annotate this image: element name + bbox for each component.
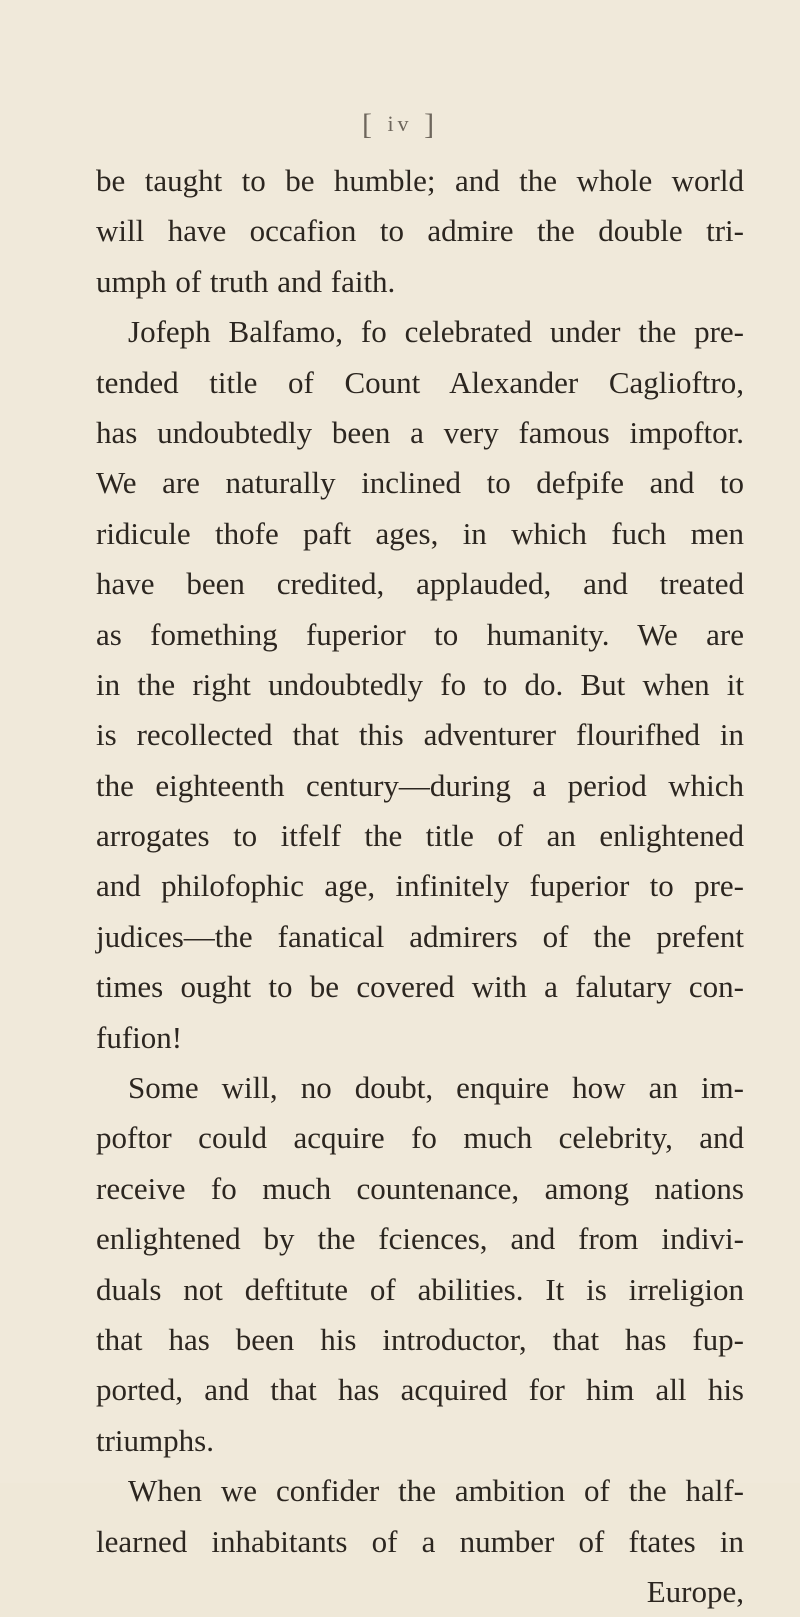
text-line: have been credited, applauded, and treated (96, 566, 744, 602)
text-line: poftor could acquire fo much celebrity, and (96, 1120, 744, 1156)
text-line: When we confider the ambition of the half- (128, 1473, 744, 1509)
text-line: is recollected that this adventurer flourifhed in (96, 717, 744, 753)
text-line: duals not deftitute of abilities. It is irreligion (96, 1271, 744, 1307)
text-line: triumphs. (96, 1422, 214, 1458)
text-line: Some will, no doubt, enquire how an im- (128, 1070, 744, 1106)
text-line: will have occafion to admire the double tri- (96, 213, 744, 249)
text-line: ported, and that has acquired for him all his (96, 1372, 744, 1408)
text-line: Jofeph Balfamo, fo celebrated under the pre- (128, 314, 744, 350)
text-line: learned inhabitants of a number of ftates in (96, 1523, 744, 1559)
body-text (96, 156, 744, 1617)
bracket-open: [ (361, 108, 376, 141)
text-line: the eighteenth century—during a period which (96, 767, 744, 803)
catchword: Europe, (646, 1573, 744, 1609)
text-line: be taught to be humble; and the whole world (96, 163, 744, 198)
text-line: that has been his introductor, that has fup- (96, 1321, 744, 1357)
text-line: and philofophic age, infinitely fuperior to pre- (96, 868, 744, 904)
text-line: has undoubtedly been a very famous impoftor. (96, 414, 744, 450)
text-line: enlightened by the fciences, and from indivi- (96, 1221, 744, 1257)
text-line: tended title of Count Alexander Caglioftro, (96, 364, 744, 400)
text-line: We are naturally inclined to defpife and to (96, 465, 744, 501)
text-line: fufion! (96, 1019, 183, 1055)
bracket-close: ] (424, 108, 439, 141)
text-line: umph of truth and faith. (96, 263, 396, 299)
text-line: judices—the fanatical admirers of the prefent (96, 918, 744, 954)
page-header (0, 108, 800, 142)
text-line: ridicule thofe paft ages, in which fuch men (96, 515, 744, 551)
text-line: as fomething fuperior to humanity. We are (96, 616, 744, 652)
page-number: iv (387, 111, 413, 136)
text-line: times ought to be covered with a falutary con- (96, 969, 744, 1005)
text-line: in the right undoubtedly fo to do. But when it (96, 666, 744, 702)
text-line: arrogates to itfelf the title of an enlightened (96, 818, 744, 854)
text-line: receive fo much countenance, among nations (96, 1170, 744, 1206)
